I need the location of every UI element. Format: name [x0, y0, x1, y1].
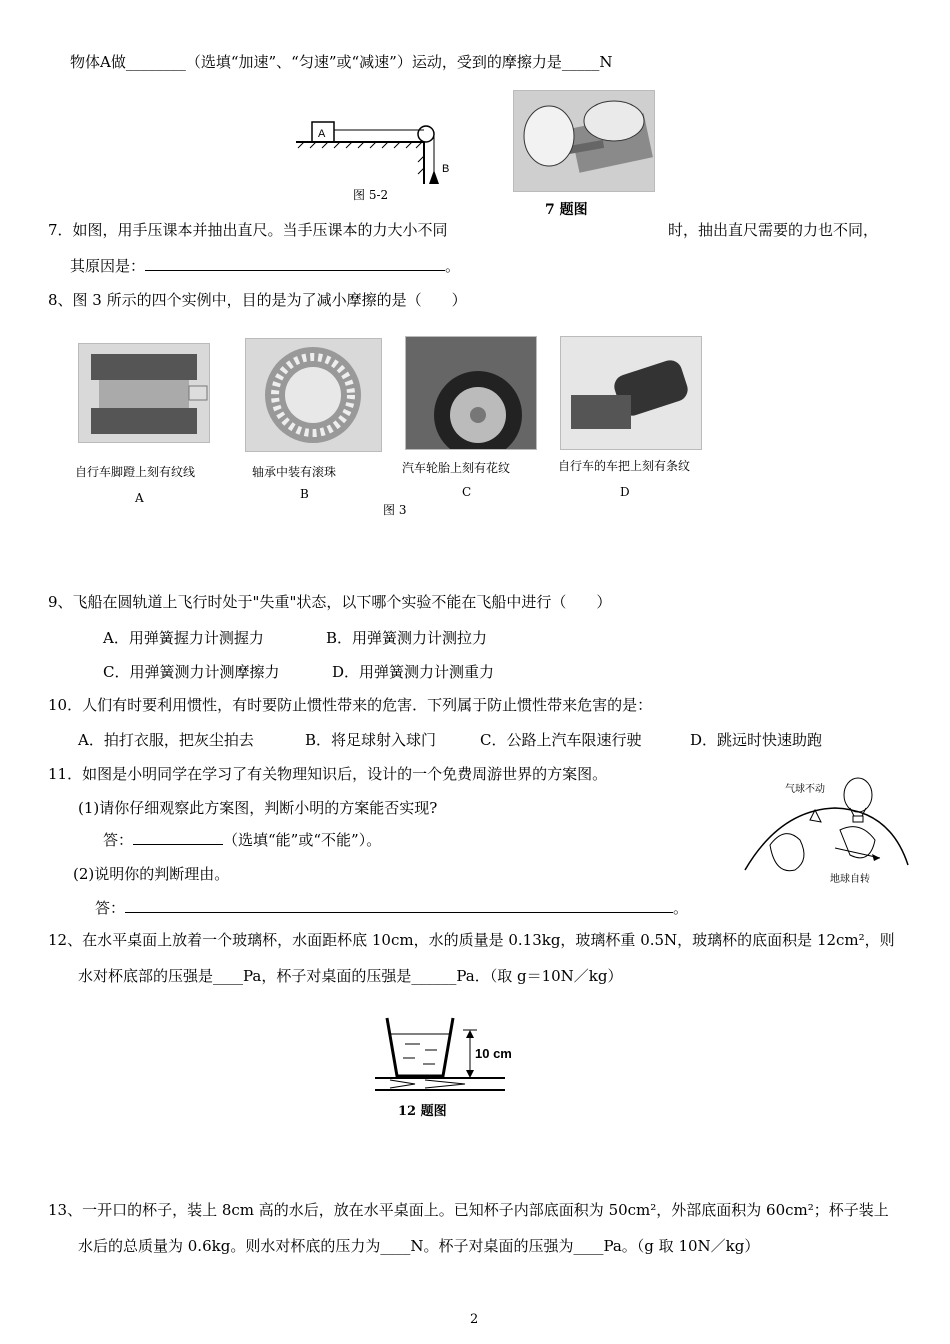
q8-caption-c: 汽车轮胎上刻有花纹: [402, 461, 511, 475]
q8-figure-label: 图 3: [383, 503, 407, 517]
q11-answer1-prefix: 答：: [103, 831, 134, 849]
q11-answer2-suffix: 。: [673, 899, 689, 917]
q8-letter-b: B: [300, 487, 309, 501]
q7-prefix: 其原因是：: [70, 257, 146, 275]
q10-option-c: C．公路上汽车限速行驶: [480, 731, 642, 749]
q8-letter-a: A: [135, 491, 144, 505]
block-b: [429, 170, 439, 184]
q6-line: 物体A做________（选填“加速”、“匀速”或“减速”）运动，受到的摩擦力是_____N: [70, 53, 613, 71]
q12-line2: 水对杯底部的压强是____Pa，杯子对桌面的压强是______Pa．（取 g＝10N／kg）: [78, 967, 623, 985]
q11-answer1-blank[interactable]: [133, 830, 223, 845]
q10-option-b: B．将足球射入球门: [305, 731, 437, 749]
figure-5-2-label: 图 5-2: [353, 188, 389, 202]
q10-stem: 10．人们有时要利用惯性，有时要防止惯性带来的危害．下列属于防止惯性带来危害的是：: [48, 696, 653, 714]
q9-option-b: B．用弹簧测力计测拉力: [326, 629, 488, 647]
q11-part2: (2)说明你的判断理由。: [73, 865, 230, 883]
q8-caption-d: 自行车的车把上刻有条纹: [558, 459, 691, 473]
q11-figure-earth-label: 地球自转: [830, 874, 870, 885]
q13-line1: 13、一开口的杯子，装上 8cm 高的水后，放在水平桌面上。已知杯子内部底面积为 50cm²，外部底面积为 60cm²；杯子装上: [48, 1201, 889, 1219]
q12-figure-label: 12 题图: [398, 1104, 447, 1119]
q7-line1-right: 时，抽出直尺需要的力也不同，: [668, 221, 879, 239]
q7-answer-blank[interactable]: [145, 256, 445, 271]
q11-answer2: [95, 898, 688, 918]
q10-option-a: A．拍打衣服，把灰尘拍去: [78, 731, 254, 749]
q9-stem: 9、飞船在圆轨道上飞行时处于"失重"状态，以下哪个实验不能在飞船中进行（ ）: [48, 593, 612, 611]
q9-option-a: A．用弹簧握力计测握力: [103, 629, 264, 647]
q11-answer1-suffix: （选填“能”或“不能”）。: [223, 831, 382, 849]
q10-option-d: D．跳远时快速助跑: [690, 731, 823, 749]
q8-stem: 8、图 3 所示的四个实例中，目的是为了减小摩擦的是（ ）: [48, 291, 467, 309]
q12-line1: 12、在水平桌面上放着一个玻璃杯，水面距杯底 10cm，水的质量是 0.13kg，玻璃杯重 0.5N，玻璃杯的底面积是 12cm²，则: [48, 931, 895, 949]
q8-image-d: [560, 336, 702, 450]
pulley: [418, 126, 434, 142]
q11-figure-balloon-label: 气球不动: [785, 784, 825, 795]
block-a-label: A: [318, 128, 326, 140]
q11-part1: (1)请你仔细观察此方案图，判断小明的方案能否实现?: [78, 799, 438, 817]
q11-answer2-prefix: 答：: [95, 899, 126, 917]
q8-letter-d: D: [620, 485, 630, 499]
q13-line2: 水后的总质量为 0.6kg。则水对杯底的压力为____N。杯子对桌面的压强为____Pa。（g 取 10N／kg）: [78, 1237, 760, 1255]
q7-line2: [70, 256, 460, 276]
figure-7-label: 7 题图: [545, 202, 588, 218]
q12-figure-height: 10 cm: [475, 1046, 512, 1061]
q11-stem: 11．如图是小明同学在学习了有关物理知识后，设计的一个免费周游世界的方案图。: [48, 765, 608, 783]
q11-figure: [740, 770, 910, 895]
q9-option-c: C．用弹簧测力计测摩擦力: [103, 663, 280, 681]
q11-answer1: [103, 830, 381, 850]
q9-option-d: D．用弹簧测力计测重力: [332, 663, 495, 681]
q7-line1-left: 7．如图，用手压课本并抽出直尺。当手压课本的力大小不同: [48, 221, 448, 239]
q8-caption-b: 轴承中装有滚珠: [252, 465, 337, 479]
q11-answer2-blank[interactable]: [125, 898, 673, 913]
block-b-label: B: [442, 163, 450, 175]
q8-image-c: [405, 336, 537, 450]
q8-letter-c: C: [462, 485, 472, 499]
page-number: 2: [470, 1312, 479, 1327]
q8-image-b: [245, 338, 382, 452]
q12-figure: [375, 1014, 525, 1094]
q8-caption-a: 自行车脚蹬上刻有纹线: [75, 465, 196, 479]
q7-suffix: 。: [445, 257, 461, 275]
figure-7-image: [513, 90, 655, 192]
q8-image-a: [78, 343, 210, 443]
